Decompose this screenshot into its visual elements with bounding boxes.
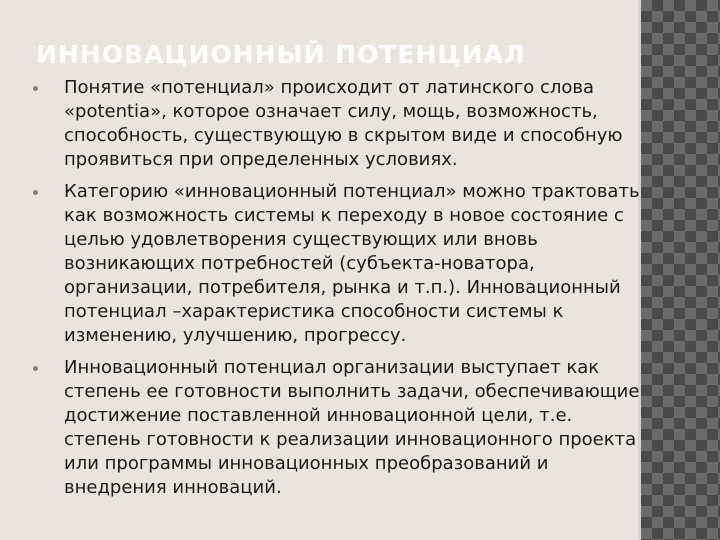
bullet-dot-icon: [33, 366, 38, 371]
bullet-item-2: [30, 180, 642, 348]
bullet-list: [30, 76, 642, 508]
decorative-pattern-strip: [641, 0, 720, 540]
bullet-dot-icon: [33, 86, 38, 91]
bullet-text: Инновационный потенциал организации выступает как степень ее готовности выполнить задачи, обеспечивающие достижение поставленной инновационной цели, т.е. степень готовности к реализации инновационного проекта или программы инновационных преобразований и внедрения инноваций.: [64, 357, 640, 498]
bullet-dot-icon: [33, 190, 38, 195]
bullet-item-3: [30, 356, 642, 500]
bullet-item-1: [30, 76, 642, 172]
bullet-text: Понятие «потенциал» происходит от латинского слова «potentia», которое означает силу, мощь, возможность, способность, существующую в скрытом виде и способную проявиться при определенных условиях.: [64, 77, 623, 170]
slide-title: ИННОВАЦИОННЫЙ ПОТЕНЦИАЛ: [36, 40, 526, 69]
bullet-text: Категорию «инновационный потенциал» можно трактовать как возможность системы к переходу в новое состояние с целью удовлетворения существующих или вновь возникающих потребностей (субъекта-новатора, организации, потребителя, рынка и т.п.). Инновационный потенциал –характеристика способности системы к изменению, улучшению, прогрессу.: [64, 181, 640, 346]
